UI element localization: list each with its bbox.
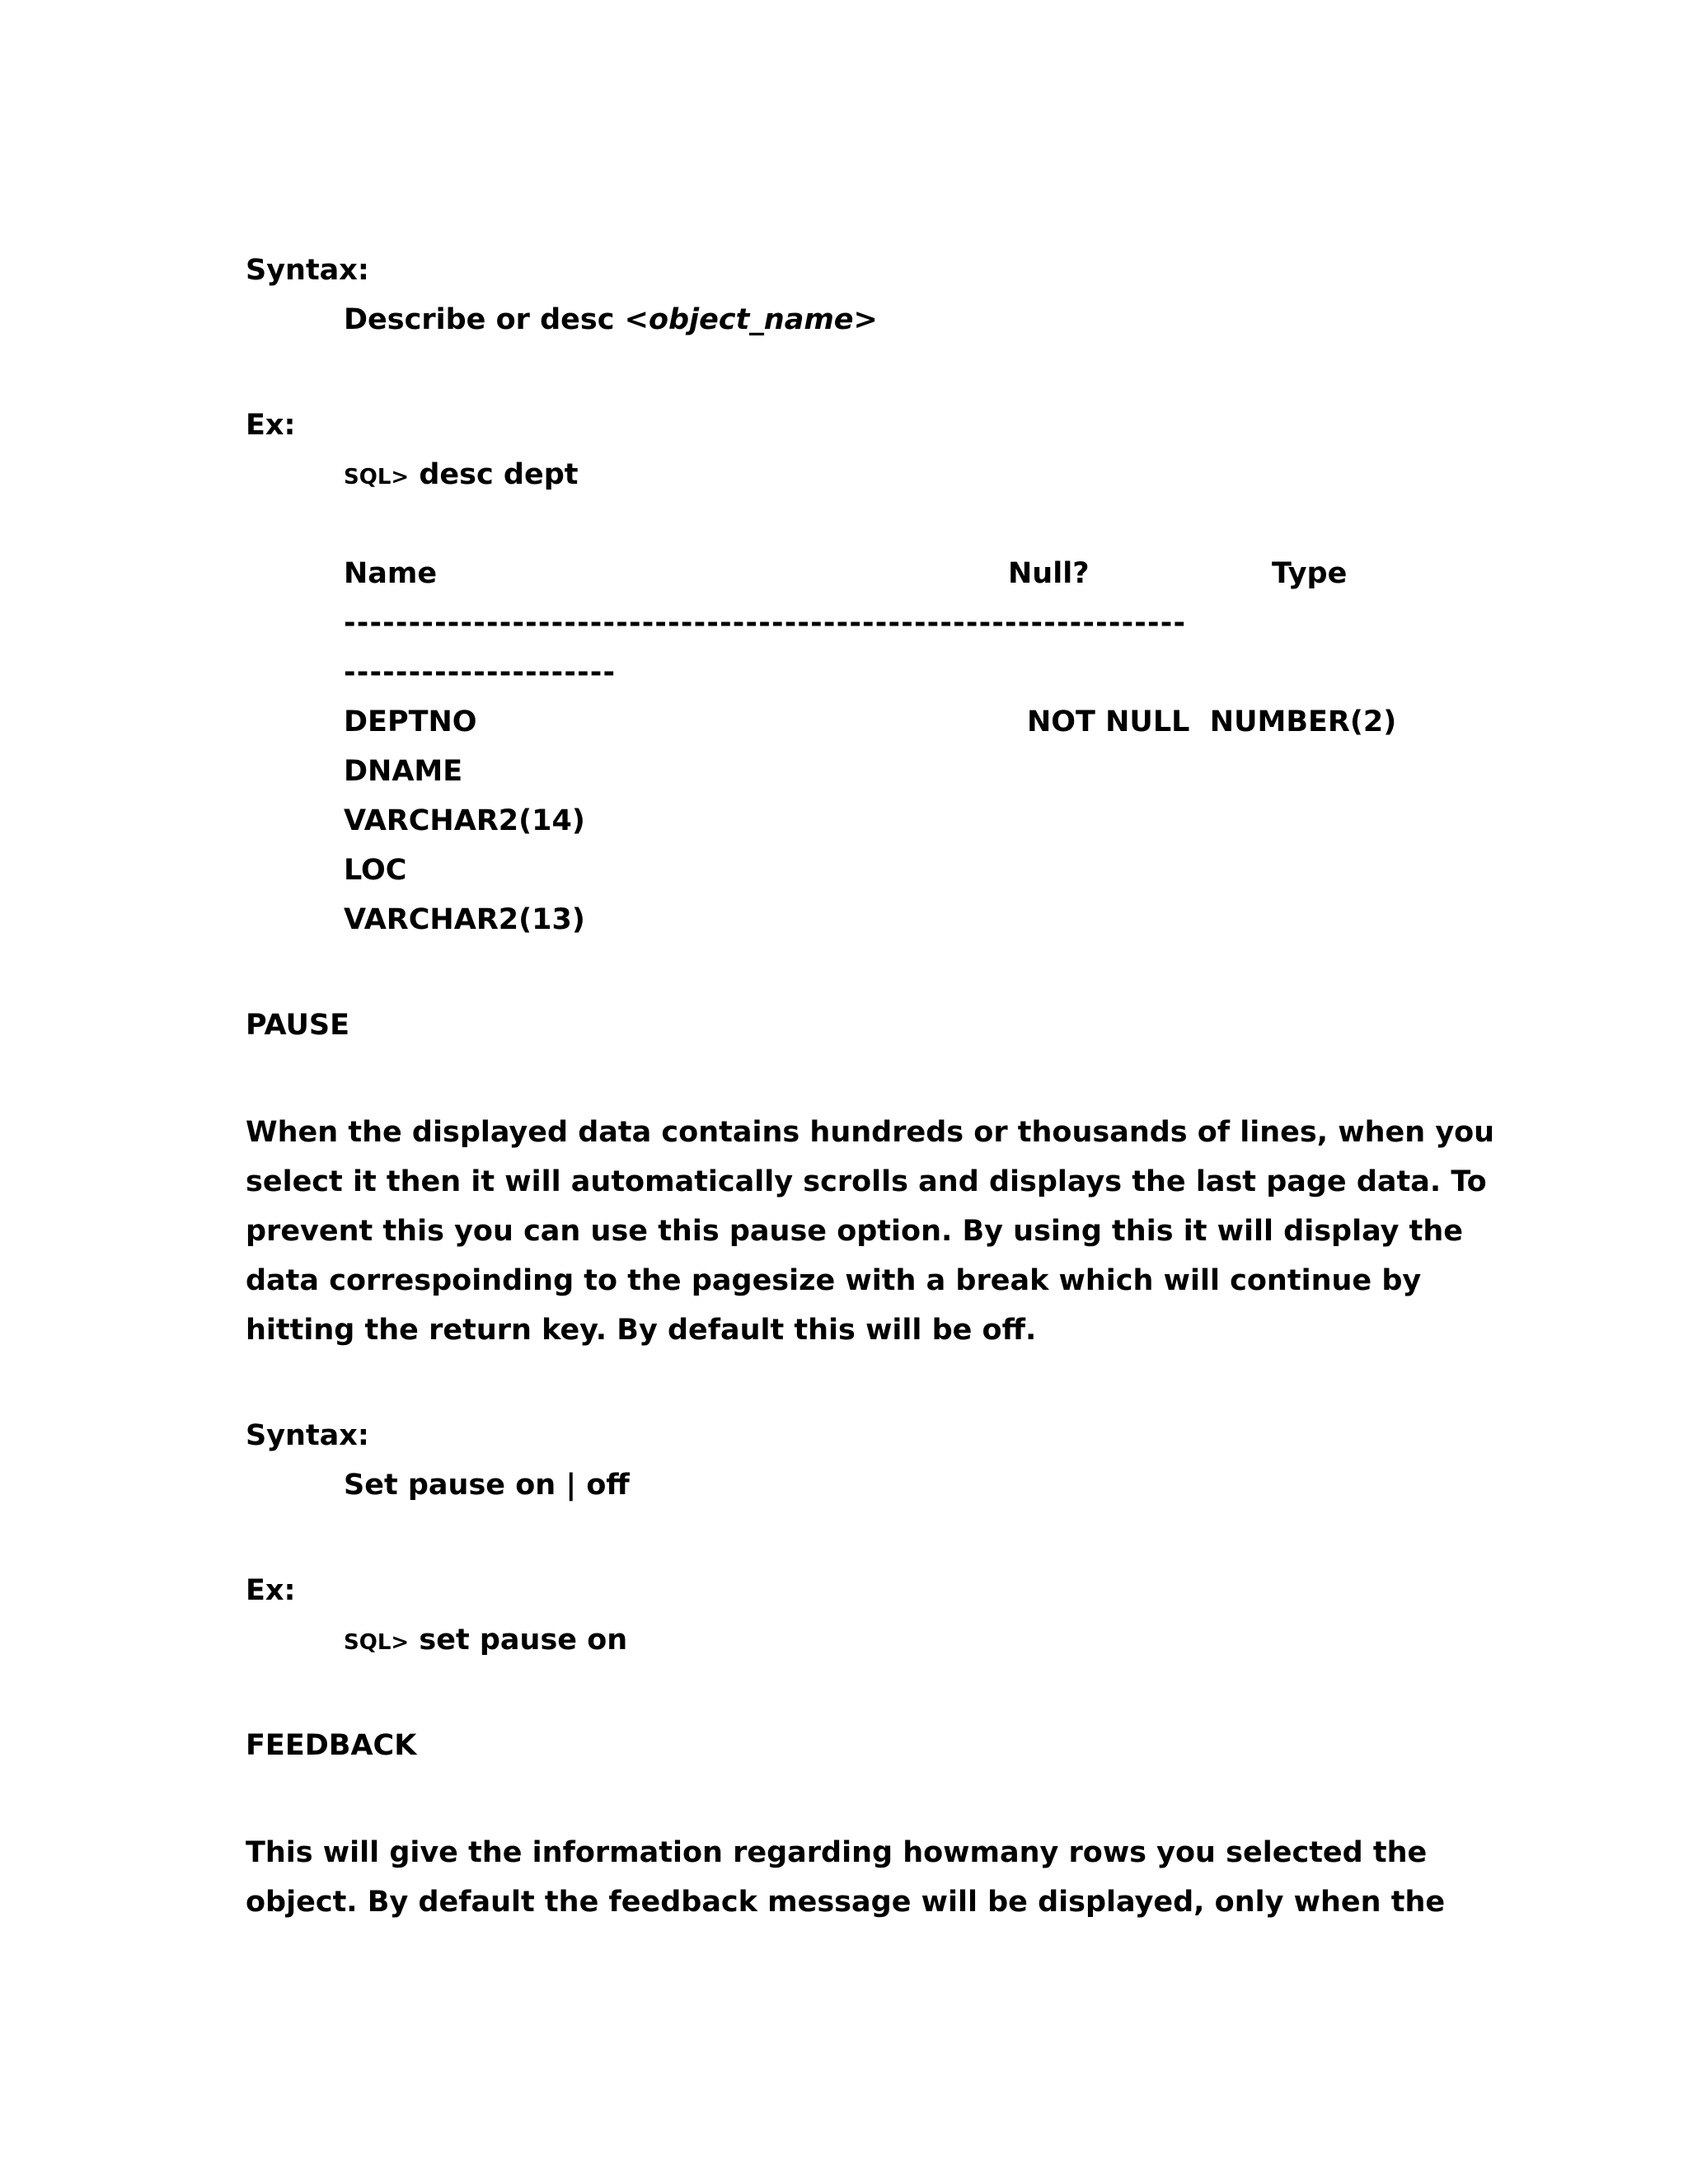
table-line: LOC	[344, 854, 407, 887]
paragraph-line: object. By default the feedback message will be displayed, only when the	[246, 1886, 1446, 1919]
table-header-null: Null?	[1008, 557, 1090, 590]
syntax-label: Syntax:	[246, 254, 369, 287]
row-deptno-name: DEPTNO	[344, 705, 477, 738]
table-separator-2: ---------------------	[344, 656, 617, 689]
syntax-prefix: Describe or desc <	[344, 303, 649, 336]
example-label: Ex:	[246, 409, 296, 442]
table-separator-1: -----------------------------------------------------------------	[344, 607, 1187, 640]
syntax-suffix: >	[853, 303, 878, 336]
pause-paragraph	[246, 1108, 1495, 1355]
example-label: Ex:	[246, 1574, 296, 1607]
sql-prompt: SQL>	[344, 1630, 410, 1655]
table-line: VARCHAR2(14)	[344, 804, 585, 837]
command-text: set pause on	[409, 1624, 628, 1657]
describe-syntax	[344, 302, 878, 338]
pause-syntax: Set pause on | off	[344, 1469, 630, 1502]
pause-example-command	[344, 1622, 627, 1661]
paragraph-line: prevent this you can use this pause option. By using this it will display the	[246, 1215, 1464, 1248]
desc-example-command	[344, 457, 579, 495]
paragraph-line: hitting the return key. By default this will be off.	[246, 1314, 1037, 1347]
table-line: DNAME	[344, 755, 463, 788]
table-line: VARCHAR2(13)	[344, 903, 585, 936]
pause-heading: PAUSE	[246, 1009, 349, 1042]
sql-prompt: SQL>	[344, 465, 410, 490]
paragraph-line: This will give the information regarding howmany rows you selected the	[246, 1836, 1428, 1869]
paragraph-line: select it then it will automatically scrolls and displays the last page data. To	[246, 1165, 1487, 1198]
syntax-label: Syntax:	[246, 1419, 369, 1452]
paragraph-line: data correspoinding to the pagesize with a break which will continue by	[246, 1264, 1422, 1297]
command-text: desc dept	[409, 458, 579, 491]
table-header-type: Type	[1272, 557, 1348, 590]
table-header-name: Name	[344, 557, 438, 590]
row-deptno-type: NOT NULL NUMBER(2)	[1027, 705, 1397, 738]
feedback-heading: FEEDBACK	[246, 1729, 417, 1762]
paragraph-line: When the displayed data contains hundreds or thousands of lines, when you	[246, 1116, 1495, 1149]
feedback-paragraph	[246, 1828, 1446, 1927]
syntax-object-name: object_name	[648, 303, 854, 336]
